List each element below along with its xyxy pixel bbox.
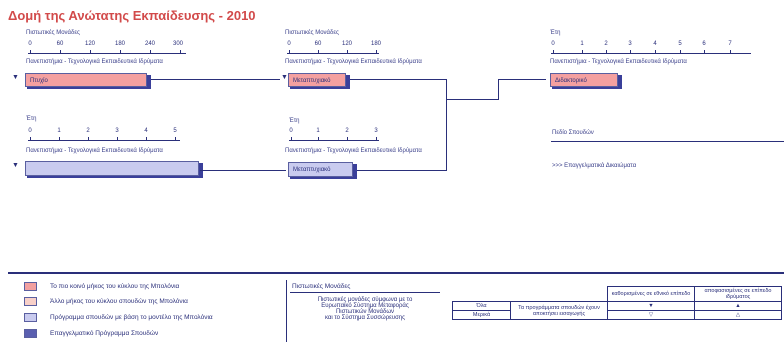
legend-separator <box>8 272 784 274</box>
tick-label: 120 <box>341 41 353 47</box>
tick-label: 1 <box>580 41 584 47</box>
legend-label: Πρόγραμμα σπουδών με βάση το μοντέλο της Μπολόνια <box>50 314 213 321</box>
tick <box>59 137 60 141</box>
tick <box>318 50 319 54</box>
tick <box>680 50 681 54</box>
legend-credits-text <box>290 297 440 321</box>
programme-bar-lavender <box>25 161 199 176</box>
legend-table-row-label: Μερικά <box>453 311 511 320</box>
tick <box>90 50 91 54</box>
bachelor-label: Πτυχίο <box>30 78 48 84</box>
triangle-down-icon: ▼ <box>12 162 19 169</box>
connector-line <box>446 99 498 100</box>
years-scale-label: Έτη <box>26 116 37 122</box>
tick <box>180 50 181 54</box>
legend-credits-line: και το Σύστημα Συσσώρευσης <box>324 315 406 321</box>
tick-label: 0 <box>28 41 32 47</box>
tick-label: 60 <box>314 41 322 47</box>
tick-label: 300 <box>172 41 184 47</box>
tick-label: 60 <box>56 41 64 47</box>
legend-label: Το πιο κοινό μήκος του κύκλου της Μπολόνια <box>50 283 180 290</box>
legend-swatch <box>24 313 37 322</box>
scale-line <box>28 140 180 141</box>
divider <box>551 141 784 142</box>
tick <box>117 137 118 141</box>
connector-line <box>498 79 546 80</box>
tick <box>120 50 121 54</box>
legend-table-cell <box>608 302 695 311</box>
tick <box>175 137 176 141</box>
legend-credits-title: Πιστωτικές Μονάδες <box>292 283 351 290</box>
tick <box>88 137 89 141</box>
legend-table-row-label: Όλα <box>453 302 511 311</box>
triangle-down-icon: ▼ <box>12 74 19 81</box>
tick-label: 120 <box>84 41 96 47</box>
legend-swatch <box>24 329 37 338</box>
tick <box>553 50 554 54</box>
tick-label: 2 <box>345 128 349 134</box>
triangle-up-outline-icon: △ <box>735 312 741 318</box>
connector-line <box>355 170 446 171</box>
tick-label: 3 <box>115 128 119 134</box>
years-scale-label: Έτη <box>550 30 561 36</box>
connector-line <box>151 79 280 80</box>
tick <box>318 137 319 141</box>
field-of-study-label: Πεδίο Σπουδών <box>552 130 594 136</box>
tick-label: 1 <box>57 128 61 134</box>
tick-label: 0 <box>551 41 555 47</box>
legend-swatch <box>24 297 37 306</box>
master-top-label: Μεταπτυχιακό <box>293 78 331 84</box>
years-scale-label: Έτη <box>289 118 300 124</box>
scale-line <box>289 140 379 141</box>
institution-label: Πανεπιστήμια - Τεχνολογικά Εκπαιδευτικά Ιδρύματα <box>26 59 163 65</box>
credits-scale-label: Πιστωτικές Μονάδες <box>26 30 80 36</box>
tick <box>347 50 348 54</box>
tick-label: 1 <box>316 128 320 134</box>
tick-label: 2 <box>604 41 608 47</box>
legend-table <box>452 286 782 320</box>
tick-label: 2 <box>86 128 90 134</box>
legend-divider <box>286 280 287 342</box>
tick <box>60 50 61 54</box>
master-bottom-bar <box>288 162 353 177</box>
scale-line <box>287 53 379 54</box>
institution-label: Πανεπιστήμια - Τεχνολογικά Εκπαιδευτικά Ιδρύματα <box>285 59 422 65</box>
page-title: Δομή της Ανώτατης Εκπαίδευσης - 2010 <box>8 8 256 23</box>
tick-label: 5 <box>678 41 682 47</box>
master-bottom-label: Μεταπτυχιακό <box>293 167 331 173</box>
doctorate-label: Διδακτορικό <box>555 78 587 84</box>
tick <box>146 137 147 141</box>
tick-label: 4 <box>144 128 148 134</box>
tick <box>347 137 348 141</box>
tick <box>30 50 31 54</box>
divider <box>290 292 440 293</box>
bachelor-bar <box>25 73 147 87</box>
tick <box>704 50 705 54</box>
connector-line <box>498 79 499 100</box>
tick-label: 180 <box>114 41 126 47</box>
tick <box>582 50 583 54</box>
professional-rights-label: >>> Επαγγελματικά Δικαιώματα <box>552 163 637 169</box>
tick-label: 5 <box>173 128 177 134</box>
scale-line <box>551 53 751 54</box>
credits-scale-label: Πιστωτικές Μονάδες <box>285 30 339 36</box>
tick-label: 0 <box>289 128 293 134</box>
tick-label: 3 <box>374 128 378 134</box>
legend-label: Επαγγελματικό Πρόγραμμα Σπουδών <box>50 330 159 337</box>
legend-credits-line: Ευρωπαϊκό Σύστημα Μεταφοράς <box>321 303 409 309</box>
legend-table-col1: καθορισμένες σε εθνικό επίπεδο <box>608 287 695 302</box>
tick <box>376 137 377 141</box>
legend-table-row-desc: Τα προγράμματα σπουδών έχουν αποκτήσει εισαγωγής <box>511 302 608 320</box>
tick-label: 3 <box>628 41 632 47</box>
legend-table-cell <box>608 311 695 320</box>
legend-swatch <box>24 282 37 291</box>
master-top-bar <box>288 73 346 87</box>
triangle-down-filled-icon: ▼ <box>648 303 654 309</box>
connector-line <box>446 79 447 171</box>
institution-label: Πανεπιστήμια - Τεχνολογικά Εκπαιδευτικά Ιδρύματα <box>550 59 687 65</box>
tick-label: 240 <box>144 41 156 47</box>
tick <box>30 137 31 141</box>
tick-label: 0 <box>287 41 291 47</box>
tick <box>655 50 656 54</box>
legend-credits-line: Πιστωτικές μονάδες σύμφωνα με το <box>317 297 413 303</box>
tick-label: 6 <box>702 41 706 47</box>
legend-label: Άλλο μήκος του κύκλου σπουδών της Μπολόνια <box>50 298 188 305</box>
tick-label: 4 <box>653 41 657 47</box>
institution-label: Πανεπιστήμια - Τεχνολογικά Εκπαιδευτικά Ιδρύματα <box>285 148 422 154</box>
tick-label: 7 <box>728 41 732 47</box>
scale-line <box>28 53 186 54</box>
tick <box>730 50 731 54</box>
connector-line <box>200 170 286 171</box>
tick-label: 0 <box>28 128 32 134</box>
institution-label: Πανεπιστήμια - Τεχνολογικά Εκπαιδευτικά Ιδρύματα <box>26 148 163 154</box>
tick <box>291 137 292 141</box>
legend-credits-line: Πιστωτικών Μονάδων <box>335 309 395 315</box>
legend-table-empty <box>453 287 608 302</box>
triangle-down-icon: ▼ <box>281 74 288 81</box>
tick <box>606 50 607 54</box>
legend-table-cell <box>695 302 782 311</box>
triangle-up-filled-icon: ▲ <box>735 303 741 309</box>
legend-table-col2: αποφασισμένες σε επίπεδο ιδρύματος <box>695 287 782 302</box>
tick-label: 180 <box>370 41 382 47</box>
tick <box>630 50 631 54</box>
tick <box>289 50 290 54</box>
doctorate-bar <box>550 73 618 87</box>
connector-line <box>350 79 446 80</box>
tick <box>150 50 151 54</box>
legend-table-cell <box>695 311 782 320</box>
triangle-down-outline-icon: ▽ <box>648 312 654 318</box>
tick <box>376 50 377 54</box>
